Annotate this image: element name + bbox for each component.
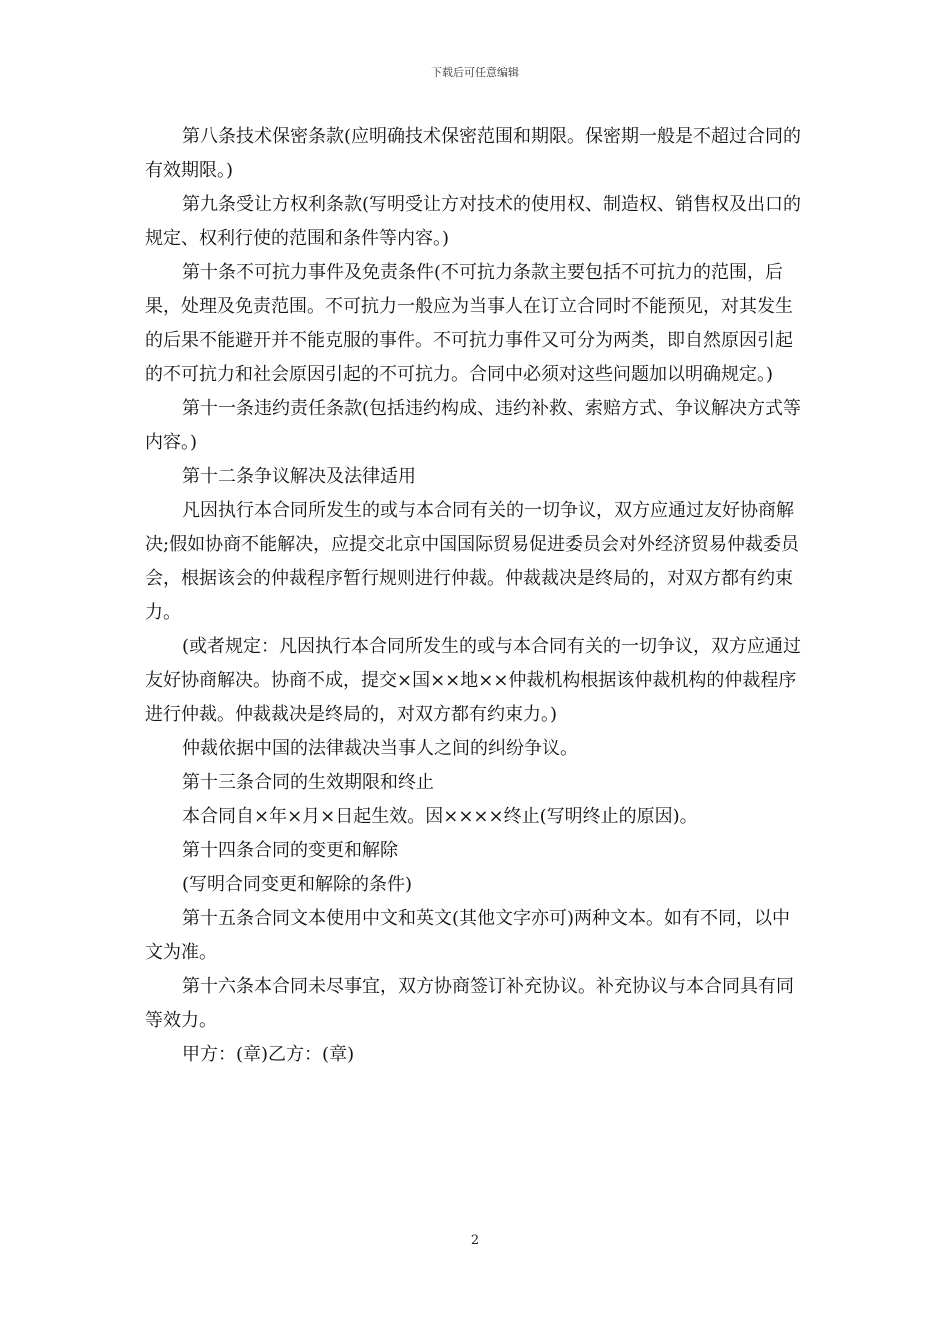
clause-12-arbitration-text: 凡因执行本合同所发生的或与本合同有关的一切争议，双方应通过友好协商解决;假如协商不能解决，应提交北京中国国际贸易促进委员会对外经济贸易仲裁委员会，根据该会的仲裁程序暂行规则进行仲裁。仲裁裁决是终局的，对双方都有约束力。 [145,500,800,623]
document-body [145,120,807,1072]
clause-9-licensee-rights: 第九条受让方权利条款(写明受让方对技术的使用权、制造权、销售权及出口的规定、权利行使的范围和条件等内容。) [145,194,802,249]
clause-8-technical-confidentiality: 第八条技术保密条款(应明确技术保密范围和期限。保密期一般是不超过合同的有效期限。) [145,126,802,181]
clause-12-alternative-text: (或者规定：凡因执行本合同所发生的或与本合同有关的一切争议，双方应通过友好协商解决。协商不成，提交×国××地××仲裁机构根据该仲裁机构的仲裁程序进行仲裁。仲裁裁决是终局的，对双方都有约束力。) [145,636,802,725]
clause-12-heading: 第十二条争议解决及法律适用 [182,466,416,487]
clause-16-supplementary: 第十六条本合同未尽事宜，双方协商签订补充协议。补充协议与本合同具有同等效力。 [145,976,794,1031]
page-number: 2 [470,1233,480,1248]
clause-14-heading: 第十四条合同的变更和解除 [182,840,398,861]
clause-13-heading: 第十三条合同的生效期限和终止 [182,772,434,793]
clause-10-force-majeure: 第十条不可抗力事件及免责条件(不可抗力条款主要包括不可抗力的范围，后果，处理及免责范围。不可抗力一般应为当事人在订立合同时不能预见，对其发生的后果不能避开并不能克服的事件。不可抗力事件又可分为两类，即自然原因引起的不可抗力和社会原因引起的不可抗力。合同中必须对这些问题加以明确规定。) [145,262,793,385]
clause-14-conditions-text: (写明合同变更和解除的条件) [182,874,413,895]
page-header: 下载后可任意编辑 [431,66,519,79]
clause-13-effective-text: 本合同自×年×月×日起生效。因××××终止(写明终止的原因)。 [182,806,698,827]
clause-12-governing-law: 仲裁依据中国的法律裁决当事人之间的纠纷争议。 [182,738,578,759]
clause-11-liability-for-breach: 第十一条违约责任条款(包括违约构成、违约补救、索赔方式、争议解决方式等内容。) [145,398,802,453]
signature-line: 甲方：(章)乙方：(章) [182,1044,355,1065]
clause-15-language: 第十五条合同文本使用中文和英文(其他文字亦可)两种文本。如有不同，以中文为准。 [145,908,791,963]
